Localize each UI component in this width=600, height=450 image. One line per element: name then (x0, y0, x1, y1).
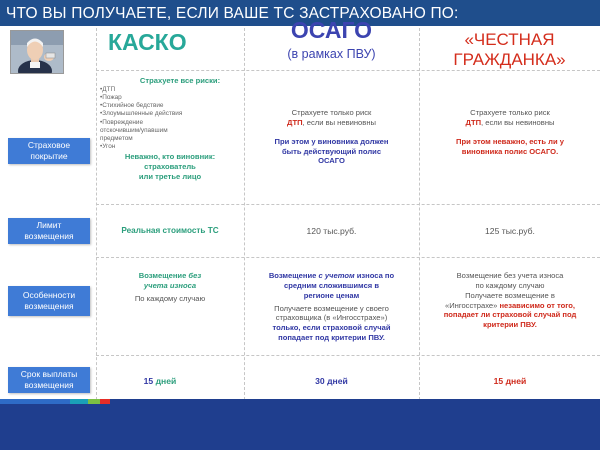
term-number: 30 (315, 376, 325, 386)
chest-features-line: попадает ли страховой случай под (443, 310, 577, 320)
note-line: виновника полис ОСАГО. (461, 146, 559, 156)
features-text: Возмещение (138, 271, 189, 280)
term-number: 15 (493, 376, 504, 386)
dtp-highlight: ДТП (465, 117, 482, 127)
osago-term-value (248, 376, 415, 387)
risk-item: •Стихийное бедствие (100, 102, 164, 110)
chest-column-title (419, 30, 600, 69)
osago-coverage-line (248, 118, 415, 128)
kasko-column-title: КАСКО (108, 29, 187, 55)
features-text: износа по (354, 271, 395, 280)
row-label-text: Срок выплаты (20, 369, 78, 380)
note-line: При этом неважно, есть ли у (456, 136, 564, 146)
kasko-term-value (100, 376, 220, 387)
osago-coverage-line: Страхуете только риск (291, 108, 372, 117)
osago-coverage-note (248, 137, 415, 167)
term-unit: дней (503, 376, 527, 386)
osago-features-line: страховщика (в «Ингосстрахе») (275, 313, 388, 323)
note-line: или третье лицо (138, 172, 202, 182)
chest-features-line: по каждому случаю (475, 280, 545, 290)
row-label-text: возмещения (24, 231, 74, 241)
row-label-limit (8, 218, 90, 244)
chest-features-line (423, 301, 597, 311)
chest-title-line1: «ЧЕСТНАЯ (464, 30, 555, 49)
row-label-text: Страховое (27, 140, 71, 151)
chest-coverage-note (423, 137, 597, 157)
risk-item: •Угон (100, 143, 116, 151)
person-photo (10, 30, 64, 74)
chest-title-line2: ГРАЖДАНКА» (453, 49, 566, 69)
features-text: Возмещение (268, 271, 319, 280)
grid-line (96, 28, 97, 400)
term-unit: дней (324, 376, 348, 386)
osago-features-cell (248, 271, 415, 343)
features-text: «Ингосстрахе» (444, 300, 500, 310)
features-emphasis: независимо от того, (499, 300, 576, 310)
features-emphasis: без (188, 271, 202, 280)
kasko-limit-value: Реальная стоимость ТС (121, 226, 219, 235)
person-photo-image (11, 31, 64, 74)
kasko-features-line (100, 271, 240, 281)
note-line: быть действующий полис (281, 146, 382, 156)
chest-coverage-line (423, 118, 597, 128)
row-label-text: покрытие (30, 151, 68, 161)
grid-line (96, 257, 600, 258)
row-label-text: возмещения (24, 380, 74, 390)
footer-band (0, 404, 600, 450)
row-label-text: Особенности (22, 290, 76, 301)
chest-features-line: критерии ПВУ. (483, 320, 537, 330)
grid-line (244, 28, 245, 400)
chest-coverage-cell (423, 108, 597, 156)
note-line: страхователь (144, 162, 196, 172)
term-number: 15 (143, 376, 154, 386)
chest-features-line: Получаете возмещение в (465, 290, 555, 300)
chest-term-value (423, 376, 597, 387)
grid-line (96, 70, 600, 71)
row-label-coverage (8, 138, 90, 164)
kasko-risks-list (100, 86, 240, 152)
grid-line (419, 28, 420, 400)
note-line: Неважно, кто виновник: (124, 152, 216, 162)
risk-item: •Пожар (100, 94, 122, 102)
note-line: ОСАГО (318, 156, 345, 166)
osago-coverage-rest: , если вы невиновны (302, 117, 376, 127)
chest-limit-value: 125 тыс.руб. (485, 226, 535, 236)
page-title: ЧТО ВЫ ПОЛУЧАЕТЕ, ЕСЛИ ВАШЕ ТС ЗАСТРАХОВАНО ПО: (6, 5, 459, 22)
term-unit: дней (153, 376, 177, 386)
osago-features-line: регионе ценам (303, 290, 360, 300)
row-label-text: Лимит (36, 220, 62, 231)
row-label-term (8, 367, 90, 393)
dtp-highlight: ДТП (287, 117, 303, 127)
note-line: При этом у виновника должен (274, 136, 389, 146)
chest-coverage-line: Страхуете только риск (470, 108, 550, 117)
osago-coverage-cell (248, 108, 415, 166)
kasko-coverage-cell (100, 76, 240, 182)
chest-features-line: Возмещение без учета износа (456, 271, 564, 280)
row-label-features (8, 286, 90, 316)
osago-features-line: попадает под критерии ПВУ. (278, 333, 385, 343)
osago-limit-value: 120 тыс.руб. (306, 226, 357, 236)
kasko-features-line: учета износа (143, 280, 197, 290)
osago-features-line (248, 271, 415, 281)
osago-column-title: ОСАГО (290, 17, 373, 43)
osago-features-line: Получаете возмещение у своего (274, 303, 389, 313)
grid-line (96, 355, 600, 356)
kasko-features-cell (100, 271, 240, 304)
grid-line (96, 204, 600, 205)
osago-column-subtitle: (в рамках ПВУ) (287, 47, 376, 61)
risk-item: отскочившим/упавшим (100, 126, 168, 134)
risk-item: предметом (100, 134, 133, 142)
osago-features-line: только, если страховой случай (272, 323, 391, 333)
row-label-text: возмещения (24, 301, 74, 311)
osago-features-line: средним сложившимся в (283, 280, 380, 290)
chest-coverage-rest: , если вы невиновны (481, 117, 555, 127)
kasko-coverage-heading: Страхуете все риски: (139, 76, 221, 85)
kasko-coverage-note (100, 152, 240, 182)
risk-item: •ДТП (100, 85, 116, 93)
risk-item: •Повреждение (100, 118, 144, 126)
risk-item: •Злоумышленные действия (100, 110, 183, 118)
kasko-features-line: По каждому случаю (134, 293, 206, 303)
chest-features-cell (423, 271, 597, 330)
features-emphasis: с учетом (318, 271, 355, 280)
